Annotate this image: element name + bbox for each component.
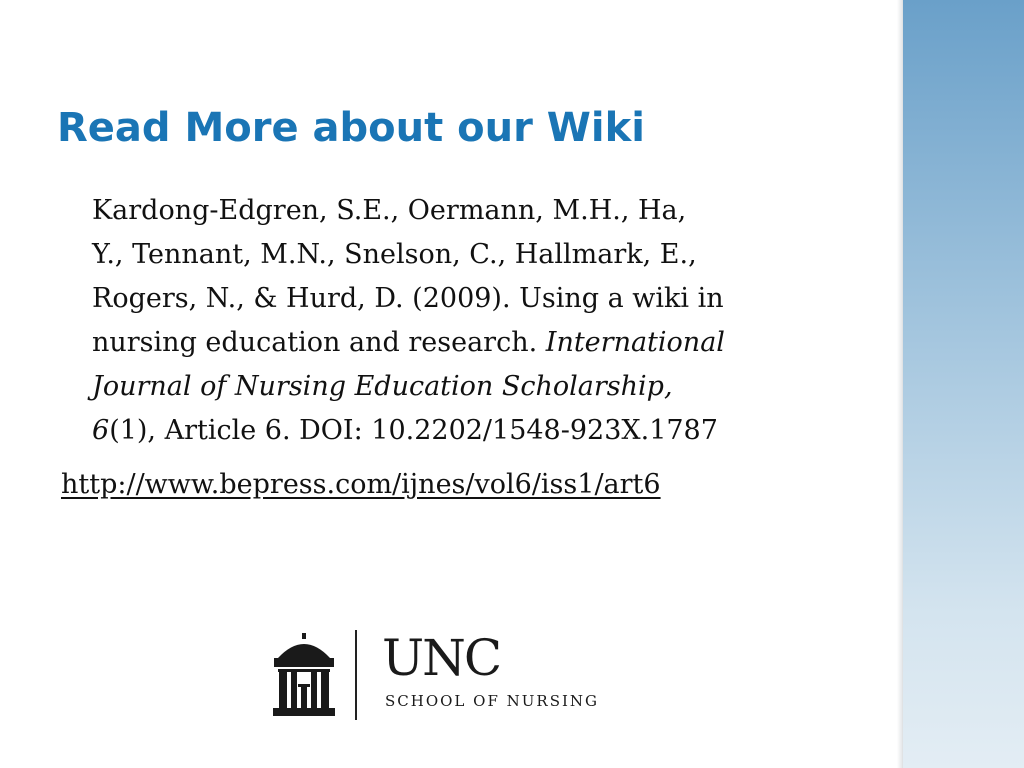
- sidebar-panel: [903, 0, 1024, 768]
- citation-line: [92, 365, 872, 409]
- logo-wordmark: UNC: [382, 629, 501, 687]
- citation-line: [92, 321, 872, 365]
- citation-line: Kardong-Edgren, S.E., Oermann, M.H., Ha,: [92, 195, 687, 226]
- article-link[interactable]: http://www.bepress.com/ijnes/vol6/iss1/art6: [61, 469, 661, 500]
- citation-text: nursing education and research.: [92, 327, 546, 358]
- journal-title: Journal of Nursing Education Scholarship,: [92, 371, 673, 402]
- journal-volume: 6: [92, 415, 110, 446]
- citation-line: Rogers, N., & Hurd, D. (2009). Using a wiki in: [92, 283, 724, 314]
- old-well-icon: [272, 632, 336, 718]
- logo-subtitle: SCHOOL OF NURSING: [385, 692, 599, 710]
- logo-divider: [355, 630, 357, 720]
- citation-text: (1), Article 6. DOI: 10.2202/1548-923X.1787: [109, 415, 718, 446]
- slide-title: Read More about our Wiki: [57, 105, 645, 151]
- journal-title: International: [545, 327, 725, 358]
- citation: [92, 189, 872, 453]
- citation-line: [92, 409, 872, 453]
- citation-line: Y., Tennant, M.N., Snelson, C., Hallmark, E.,: [92, 239, 697, 270]
- unc-logo: [272, 630, 652, 722]
